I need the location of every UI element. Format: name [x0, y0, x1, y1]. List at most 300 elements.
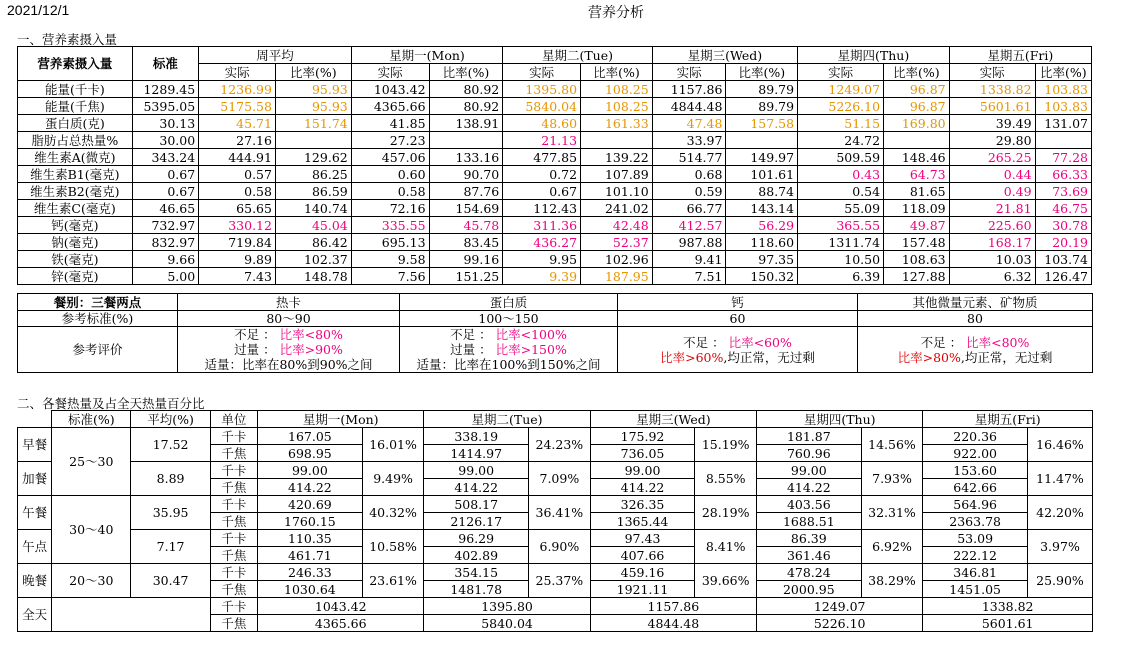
- actual-value: 0.60: [351, 166, 429, 183]
- unit: 千焦: [210, 445, 257, 462]
- header-actual: 实际: [652, 64, 726, 81]
- actual-value: 7.56: [351, 268, 429, 285]
- actual-value: 335.55: [351, 217, 429, 234]
- kcal-value: 564.96: [923, 496, 1028, 513]
- actual-value: 1157.86: [652, 81, 726, 98]
- report-date: 2021/12/1: [7, 2, 70, 18]
- unit: 千卡: [210, 462, 257, 479]
- meal-name: 午点: [18, 530, 52, 564]
- page-title: 营养分析: [588, 5, 644, 21]
- actual-value: 1043.42: [351, 81, 429, 98]
- rate-value: 96.87: [884, 81, 950, 98]
- kcal-value: 403.56: [757, 496, 862, 513]
- kj-value: 414.22: [590, 479, 695, 496]
- rate-value: 89.79: [726, 81, 798, 98]
- kcal-value: 459.16: [590, 564, 695, 581]
- rate-value: 20.19: [1035, 234, 1091, 251]
- kj-value: 1921.11: [590, 581, 695, 598]
- table-row: [18, 598, 1093, 615]
- rate-value: [429, 132, 503, 149]
- rate-value: 139.22: [581, 149, 653, 166]
- percent-value: 9.49%: [362, 462, 424, 496]
- allday-kj: 5226.10: [757, 615, 923, 632]
- kj-value: 2000.95: [757, 581, 862, 598]
- actual-value: 9.95: [503, 251, 581, 268]
- rate-value: 126.47: [1035, 268, 1091, 285]
- actual-value: 1236.99: [199, 81, 276, 98]
- header-group: 星期五(Fri): [949, 47, 1091, 64]
- actual-value: 9.58: [351, 251, 429, 268]
- unit: 千焦: [210, 479, 257, 496]
- meal-standard: 20～30: [52, 564, 131, 598]
- kj-value: 1688.51: [757, 513, 862, 530]
- rate-value: 97.35: [726, 251, 798, 268]
- allday-kcal: 1043.42: [258, 598, 424, 615]
- standard-value: 9.66: [132, 251, 199, 268]
- rate-value: 148.46: [884, 149, 950, 166]
- header-rate: 比率(%): [581, 64, 653, 81]
- header-day: 星期一(Mon): [258, 411, 424, 428]
- kj-value: 698.95: [258, 445, 363, 462]
- rate-value: 127.88: [884, 268, 950, 285]
- actual-value: 29.80: [949, 132, 1035, 149]
- rate-value: 143.14: [726, 200, 798, 217]
- actual-value: 0.49: [949, 183, 1035, 200]
- percent-value: 7.93%: [861, 462, 923, 496]
- meal-type-label: 餐别：三餐两点: [18, 294, 178, 311]
- percent-value: 25.37%: [529, 564, 591, 598]
- rate-value: 49.87: [884, 217, 950, 234]
- rate-value: 150.32: [726, 268, 798, 285]
- ref-eval-label: 参考评价: [18, 327, 178, 373]
- nutrient-name: 能量(千焦): [18, 98, 133, 115]
- rate-value: 52.37: [581, 234, 653, 251]
- header-actual: 实际: [503, 64, 581, 81]
- rate-value: 187.95: [581, 268, 653, 285]
- actual-value: 412.57: [652, 217, 726, 234]
- standard-value: 1289.45: [132, 81, 199, 98]
- actual-value: 365.55: [798, 217, 884, 234]
- meal-average: 17.52: [131, 428, 210, 462]
- rate-value: 138.91: [429, 115, 503, 132]
- kcal-value: 99.00: [590, 462, 695, 479]
- kcal-value: 86.39: [757, 530, 862, 547]
- actual-value: 9.39: [503, 268, 581, 285]
- col-header-minerals: 其他微量元素、矿物质: [858, 294, 1093, 311]
- actual-value: 33.97: [652, 132, 726, 149]
- actual-value: 436.27: [503, 234, 581, 251]
- table-row: [18, 149, 1092, 166]
- percent-value: 32.31%: [861, 496, 923, 530]
- header-day: 星期三(Wed): [590, 411, 756, 428]
- table-row: [18, 132, 1092, 149]
- kcal-value: 99.00: [757, 462, 862, 479]
- nutrient-name: 维生素B2(毫克): [18, 183, 133, 200]
- empty-cell: [52, 598, 211, 632]
- allday-label: 全天: [18, 598, 52, 632]
- actual-value: 21.81: [949, 200, 1035, 217]
- rate-value: 118.09: [884, 200, 950, 217]
- unit: 千卡: [210, 530, 257, 547]
- rate-value: 107.89: [581, 166, 653, 183]
- meal-average: 30.47: [131, 564, 210, 598]
- actual-value: 0.68: [652, 166, 726, 183]
- actual-value: 265.25: [949, 149, 1035, 166]
- actual-value: 509.59: [798, 149, 884, 166]
- kcal-value: 153.60: [923, 462, 1028, 479]
- table-row: [18, 268, 1092, 285]
- actual-value: 10.50: [798, 251, 884, 268]
- header-group: 周平均: [199, 47, 352, 64]
- table-row: [18, 217, 1092, 234]
- actual-value: 6.32: [949, 268, 1035, 285]
- kcal-value: 420.69: [258, 496, 363, 513]
- kj-value: 1414.97: [424, 445, 529, 462]
- actual-value: 1338.82: [949, 81, 1035, 98]
- unit: 千卡: [210, 428, 257, 445]
- nutrient-name: 维生素A(微克): [18, 149, 133, 166]
- ref-eval-kcal: 不足 ： 比率<80% 过量 ： 比率>90% 适量：比率在80%到90%之间: [178, 327, 400, 373]
- header-rate: 比率(%): [275, 64, 351, 81]
- actual-value: 457.06: [351, 149, 429, 166]
- header-day: 星期五(Fri): [923, 411, 1093, 428]
- kcal-value: 175.92: [590, 428, 695, 445]
- kj-value: 736.05: [590, 445, 695, 462]
- rate-value: 86.59: [275, 183, 351, 200]
- actual-value: 27.16: [199, 132, 276, 149]
- rate-value: 95.93: [275, 98, 351, 115]
- meal-calorie-table: [17, 410, 1093, 632]
- header-average-pct: 平均(%): [131, 411, 210, 428]
- section-2-title: 二、各餐热量及占全天热量百分比: [17, 396, 205, 411]
- actual-value: 55.09: [798, 200, 884, 217]
- nutrient-name: 钙(毫克): [18, 217, 133, 234]
- actual-value: 66.77: [652, 200, 726, 217]
- header-standard: 标准: [132, 47, 199, 81]
- actual-value: 51.15: [798, 115, 884, 132]
- kcal-value: 110.35: [258, 530, 363, 547]
- unit: 千卡: [210, 598, 257, 615]
- actual-value: 0.58: [199, 183, 276, 200]
- rate-value: 95.93: [275, 81, 351, 98]
- actual-value: 4844.48: [652, 98, 726, 115]
- meal-name: 晚餐: [18, 564, 52, 598]
- standard-value: 5.00: [132, 268, 199, 285]
- actual-value: 5601.61: [949, 98, 1035, 115]
- actual-value: 477.85: [503, 149, 581, 166]
- percent-value: 39.66%: [695, 564, 757, 598]
- kcal-value: 53.09: [923, 530, 1028, 547]
- percent-value: 7.09%: [529, 462, 591, 496]
- kj-value: 1365.44: [590, 513, 695, 530]
- unit: 千焦: [210, 513, 257, 530]
- nutrient-name: 能量(千卡): [18, 81, 133, 98]
- kj-value: 760.96: [757, 445, 862, 462]
- actual-value: 112.43: [503, 200, 581, 217]
- rate-value: 86.42: [275, 234, 351, 251]
- ref-std-value: 80: [858, 311, 1093, 327]
- rate-value: 45.78: [429, 217, 503, 234]
- percent-value: 6.90%: [529, 530, 591, 564]
- actual-value: 5175.58: [199, 98, 276, 115]
- ref-eval-calcium: 不足 ： 比率<60% 比率>60%,均正常，无过剩: [618, 327, 858, 373]
- standard-value: 5395.05: [132, 98, 199, 115]
- meal-name: 早餐: [18, 428, 52, 462]
- header-standard-pct: 标准(%): [52, 411, 131, 428]
- rate-value: 148.78: [275, 268, 351, 285]
- unit: 千卡: [210, 496, 257, 513]
- table-row: [18, 183, 1092, 200]
- kcal-value: 181.87: [757, 428, 862, 445]
- allday-kj: 4844.48: [590, 615, 756, 632]
- rate-value: 103.74: [1035, 251, 1091, 268]
- rate-value: 87.76: [429, 183, 503, 200]
- standard-value: 732.97: [132, 217, 199, 234]
- rate-value: [884, 132, 950, 149]
- actual-value: 10.03: [949, 251, 1035, 268]
- kj-value: 461.71: [258, 547, 363, 564]
- ref-eval-minerals: 不足 ： 比率<80% 比率>80%,均正常，无过剩: [858, 327, 1093, 373]
- rate-value: 30.78: [1035, 217, 1091, 234]
- nutrient-name: 蛋白质(克): [18, 115, 133, 132]
- rate-value: 83.45: [429, 234, 503, 251]
- percent-value: 11.47%: [1027, 462, 1092, 496]
- meal-average: 7.17: [131, 530, 210, 564]
- rate-value: 157.58: [726, 115, 798, 132]
- section-1-title: 一、营养素摄入量: [17, 32, 118, 47]
- percent-value: 8.41%: [695, 530, 757, 564]
- actual-value: 0.44: [949, 166, 1035, 183]
- actual-value: 719.84: [199, 234, 276, 251]
- actual-value: 168.17: [949, 234, 1035, 251]
- header-group: 星期三(Wed): [652, 47, 797, 64]
- table-row: [18, 530, 1093, 547]
- actual-value: 7.43: [199, 268, 276, 285]
- actual-value: 5840.04: [503, 98, 581, 115]
- kcal-value: 220.36: [923, 428, 1028, 445]
- percent-value: 24.23%: [529, 428, 591, 462]
- actual-value: 72.16: [351, 200, 429, 217]
- kcal-value: 167.05: [258, 428, 363, 445]
- percent-value: 15.19%: [695, 428, 757, 462]
- rate-value: 80.92: [429, 98, 503, 115]
- percent-value: 25.90%: [1027, 564, 1092, 598]
- actual-value: 45.71: [199, 115, 276, 132]
- table-row: [18, 251, 1092, 268]
- kcal-value: 326.35: [590, 496, 695, 513]
- percent-value: 16.46%: [1027, 428, 1092, 462]
- col-header-calcium: 钙: [618, 294, 858, 311]
- header-rate: 比率(%): [726, 64, 798, 81]
- ref-std-value: 60: [618, 311, 858, 327]
- rate-value: 89.79: [726, 98, 798, 115]
- meal-name: 午餐: [18, 496, 52, 530]
- meal-standard: 25～30: [52, 428, 131, 496]
- table-row: [18, 115, 1092, 132]
- col-header-kcal: 热卡: [178, 294, 400, 311]
- rate-value: 101.10: [581, 183, 653, 200]
- percent-value: 36.41%: [529, 496, 591, 530]
- actual-value: 514.77: [652, 149, 726, 166]
- rate-value: 157.48: [884, 234, 950, 251]
- rate-value: 169.80: [884, 115, 950, 132]
- actual-value: 0.59: [652, 183, 726, 200]
- kcal-value: 354.15: [424, 564, 529, 581]
- meal-name: 加餐: [18, 462, 52, 496]
- rate-value: 161.33: [581, 115, 653, 132]
- actual-value: 1249.07: [798, 81, 884, 98]
- allday-kcal: 1395.80: [424, 598, 590, 615]
- allday-kj: 4365.66: [258, 615, 424, 632]
- rate-value: 140.74: [275, 200, 351, 217]
- allday-kj: 5840.04: [424, 615, 590, 632]
- rate-value: 81.65: [884, 183, 950, 200]
- rate-value: 154.69: [429, 200, 503, 217]
- unit: 千焦: [210, 547, 257, 564]
- header-group: 星期四(Thu): [798, 47, 950, 64]
- actual-value: 0.72: [503, 166, 581, 183]
- header-nutrient: 营养素摄入量: [18, 47, 133, 81]
- kj-value: 222.12: [923, 547, 1028, 564]
- actual-value: 65.65: [199, 200, 276, 217]
- actual-value: 330.12: [199, 217, 276, 234]
- header-actual: 实际: [798, 64, 884, 81]
- table-row: [18, 98, 1092, 115]
- rate-value: 151.25: [429, 268, 503, 285]
- kj-value: 1451.05: [923, 581, 1028, 598]
- nutrient-intake-table: [17, 46, 1092, 285]
- rate-value: 99.16: [429, 251, 503, 268]
- rate-value: 108.63: [884, 251, 950, 268]
- meal-average: 8.89: [131, 462, 210, 496]
- rate-value: 108.25: [581, 98, 653, 115]
- rate-value: 149.97: [726, 149, 798, 166]
- standard-value: 30.00: [132, 132, 199, 149]
- actual-value: 444.91: [199, 149, 276, 166]
- rate-value: 241.02: [581, 200, 653, 217]
- kj-value: 402.89: [424, 547, 529, 564]
- rate-value: 102.96: [581, 251, 653, 268]
- ref-std-value: 100～150: [400, 311, 618, 327]
- header-day: 星期二(Tue): [424, 411, 590, 428]
- table-row: [18, 462, 1093, 479]
- actual-value: 7.51: [652, 268, 726, 285]
- unit: 千焦: [210, 615, 257, 632]
- kj-value: 2363.78: [923, 513, 1028, 530]
- kj-value: 414.22: [757, 479, 862, 496]
- header-actual: 实际: [351, 64, 429, 81]
- rate-value: [275, 132, 351, 149]
- rate-value: 66.33: [1035, 166, 1091, 183]
- rate-value: [581, 132, 653, 149]
- actual-value: 41.85: [351, 115, 429, 132]
- table-row: [18, 496, 1093, 513]
- table-row: [18, 564, 1093, 581]
- header-rate: 比率(%): [1035, 64, 1091, 81]
- kcal-value: 478.24: [757, 564, 862, 581]
- rate-value: 88.74: [726, 183, 798, 200]
- actual-value: 48.60: [503, 115, 581, 132]
- actual-value: 5226.10: [798, 98, 884, 115]
- percent-value: 23.61%: [362, 564, 424, 598]
- kj-value: 642.66: [923, 479, 1028, 496]
- kj-value: 1030.64: [258, 581, 363, 598]
- percent-value: 42.20%: [1027, 496, 1092, 530]
- actual-value: 1395.80: [503, 81, 581, 98]
- percent-value: 3.97%: [1027, 530, 1092, 564]
- unit: 千卡: [210, 564, 257, 581]
- actual-value: 4365.66: [351, 98, 429, 115]
- kcal-value: 96.29: [424, 530, 529, 547]
- actual-value: 225.60: [949, 217, 1035, 234]
- ref-std-value: 80～90: [178, 311, 400, 327]
- percent-value: 14.56%: [861, 428, 923, 462]
- allday-kcal: 1157.86: [590, 598, 756, 615]
- rate-value: 103.83: [1035, 98, 1091, 115]
- actual-value: 0.43: [798, 166, 884, 183]
- kj-value: 414.22: [424, 479, 529, 496]
- actual-value: 0.57: [199, 166, 276, 183]
- percent-value: 40.32%: [362, 496, 424, 530]
- table-row: [18, 428, 1093, 445]
- header-rate: 比率(%): [429, 64, 503, 81]
- rate-value: 118.60: [726, 234, 798, 251]
- kcal-value: 99.00: [424, 462, 529, 479]
- rate-value: 46.75: [1035, 200, 1091, 217]
- kj-value: 922.00: [923, 445, 1028, 462]
- percent-value: 16.01%: [362, 428, 424, 462]
- rate-value: 90.70: [429, 166, 503, 183]
- kj-value: 1760.15: [258, 513, 363, 530]
- rate-value: [1035, 132, 1091, 149]
- nutrient-name: 钠(毫克): [18, 234, 133, 251]
- actual-value: 6.39: [798, 268, 884, 285]
- rate-value: 73.69: [1035, 183, 1091, 200]
- col-header-protein: 蛋白质: [400, 294, 618, 311]
- unit: 千焦: [210, 581, 257, 598]
- actual-value: 47.48: [652, 115, 726, 132]
- meal-average: 35.95: [131, 496, 210, 530]
- actual-value: 311.36: [503, 217, 581, 234]
- rate-value: 77.28: [1035, 149, 1091, 166]
- nutrient-name: 脂肪占总热量%: [18, 132, 133, 149]
- ref-eval-protein: 不足 ： 比率<100% 过量 ： 比率>150% 适量：比率在100%到150%之间: [400, 327, 618, 373]
- rate-value: 108.25: [581, 81, 653, 98]
- standard-value: 0.67: [132, 183, 199, 200]
- rate-value: 42.48: [581, 217, 653, 234]
- percent-value: 8.55%: [695, 462, 757, 496]
- table-row: [18, 81, 1092, 98]
- standard-value: 832.97: [132, 234, 199, 251]
- header-actual: 实际: [949, 64, 1035, 81]
- actual-value: 9.41: [652, 251, 726, 268]
- actual-value: 24.72: [798, 132, 884, 149]
- allday-kj: 5601.61: [923, 615, 1093, 632]
- nutrient-name: 铁(毫克): [18, 251, 133, 268]
- kj-value: 2126.17: [424, 513, 529, 530]
- header-day: 星期四(Thu): [757, 411, 923, 428]
- actual-value: 0.54: [798, 183, 884, 200]
- table-row: [18, 200, 1092, 217]
- actual-value: 695.13: [351, 234, 429, 251]
- rate-value: 103.83: [1035, 81, 1091, 98]
- nutrient-name: 维生素B1(毫克): [18, 166, 133, 183]
- header-unit: 单位: [210, 411, 257, 428]
- allday-kcal: 1338.82: [923, 598, 1093, 615]
- standard-value: 0.67: [132, 166, 199, 183]
- standard-value: 46.65: [132, 200, 199, 217]
- allday-kcal: 1249.07: [757, 598, 923, 615]
